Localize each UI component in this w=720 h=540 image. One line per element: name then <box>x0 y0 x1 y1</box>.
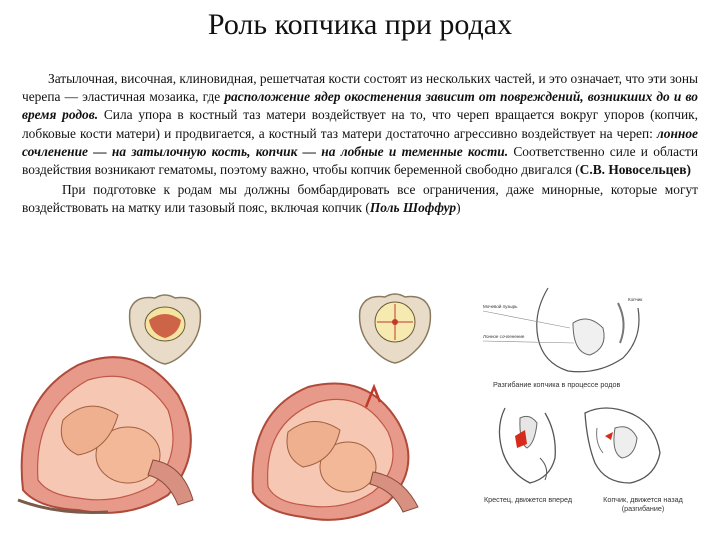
label-symphysis: Лонное сочленение <box>483 334 525 339</box>
p1-author: С.В. Новосельцев) <box>579 162 691 178</box>
pelvis-inlet-right-illustration <box>355 288 435 368</box>
slide-title: Роль копчика при родах <box>207 8 513 41</box>
p1-text-3: Соответственно силе и области воздействия возникают гематомы, поэтому важно, чтобы копчик беременной свободно двигался ( <box>22 143 699 178</box>
caption-coccyx: Копчик, движется назад (разгибание) <box>603 495 683 513</box>
p2-author: Поль Шоффур <box>369 200 457 216</box>
body-text <box>22 70 698 218</box>
captions-bottom <box>478 495 698 537</box>
p1-emphasis-2: лонное сочленение — на затылочную кость, копчик — на лобные и теменные кости. <box>22 125 698 159</box>
fetus-illustration-left <box>18 340 203 515</box>
label-coccyx: Копчик <box>628 297 643 302</box>
p1-emphasis-1: расположение ядер окостенения зависит от повреждений, возникших до и во время родов. <box>22 89 698 123</box>
caption-coccyx-extension: Разгибание копчика в процессе родов <box>493 380 621 389</box>
p2-text-2: ) <box>456 200 461 216</box>
paragraph-chauffour <box>22 181 698 217</box>
p1-text-1: Затылочная, височная, клиновидная, решетчатая кости состоят из нескольких частей, и это означает, что эти зоны черепа — эластичная мозаика, где <box>22 71 698 105</box>
caption-middle <box>478 378 668 392</box>
paragraph-novoseltsev <box>22 70 698 179</box>
caption-sacrum: Крестец, движется вперед <box>483 495 573 504</box>
sagittal-pelvis-illustration <box>478 283 658 378</box>
label-bladder: Мочевой пузырь <box>483 304 518 309</box>
sacrum-illustration <box>485 398 575 493</box>
p1-text-2: Сила упора в костный таз матери воздействует на то, что череп вращается вокруг упоров (копчик, лобковые кости матери) и продвигается, а костный таз матери достаточно агрессивно воздействует на череп: <box>22 107 698 141</box>
pelvis-side-illustration <box>575 398 675 488</box>
p2-text-1: При подготовке к родам мы должны бомбардировать все ограничения, даже минорные, которые могут воздействовать на матку или тазовый пояс, включая копчик ( <box>22 182 698 216</box>
fetus-illustration-right <box>248 372 428 522</box>
